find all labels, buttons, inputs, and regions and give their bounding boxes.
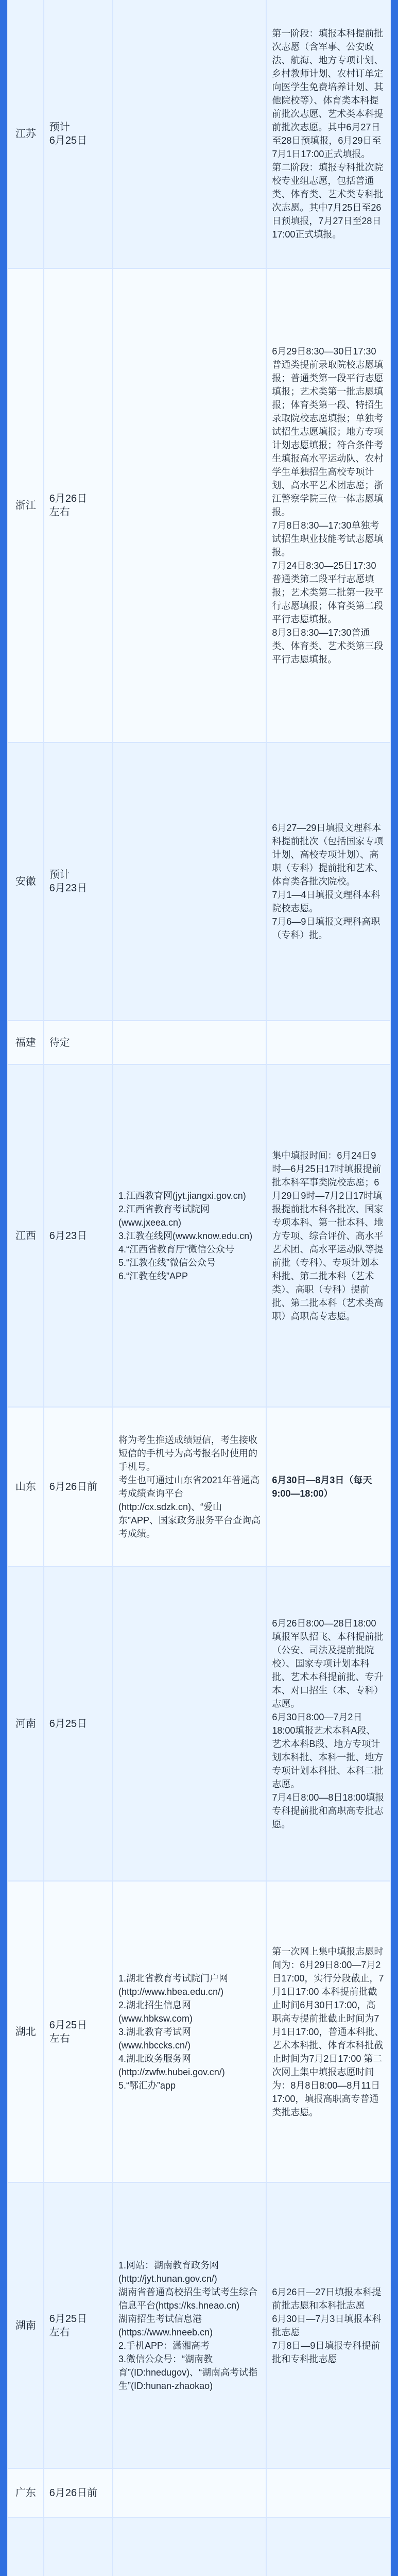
province-cell: 山东 (8, 1408, 44, 1566)
score-release-cell: 预计 6月23日 (44, 743, 113, 1020)
query-channel-cell (113, 743, 267, 1020)
score-release-cell: 6月25日 左右 (44, 2183, 113, 2468)
province-cell: 江苏 (8, 0, 44, 268)
query-channel-cell: 1.江西教育网(jyt.jiangxi.gov.cn) 2.江西省教育考试院网(www.jxeea.cn) 3.江教在线网(www.know.edu.cn) 4.“江西省教育厅”微信公众号 5.“江教在线”微信公众号 6.“江教在线”APP (113, 1065, 267, 1406)
application-window-cell: 6月26日8:00—28日18:00填报军队招飞、本科提前批（公安、司法及提前批院校）、国家专项计划本科批、艺术本科提前批、专升本、对口招生（本、专科）志愿。 6月30日8:00—7月2日18:00填报艺术本科A段、艺术本科B段、地方专项计划本科批、本科一批、地方专项计划本科批、本科二批志愿。 7月4日8:00—8日18:00填报专科提前批和高职高专批志愿。 (272, 1618, 385, 1829)
table-row (8, 1406, 390, 1566)
query-channel-cell (113, 1567, 267, 1880)
province-cell: 广东 (8, 2469, 44, 2517)
score-release-cell: 6月26日前 (44, 2469, 113, 2517)
table-row (8, 742, 390, 1020)
application-window-cell (267, 1021, 390, 1064)
query-channel-cell (113, 2469, 267, 2517)
province-cell (8, 2518, 44, 2576)
score-release-cell: 预计 6月25日 (44, 0, 113, 268)
application-window-cell: 集中填报时间：6月24日9时—6月25日17时填报提前批本科军事类院校志愿；6月29日9时—7月2日17时填报提前批本科各批次、国家专项本科、第一批本科、地方专项、综合评价、高水平艺术团、高水平运动队等提前批（专科）、专项计划本科批、第二批本科（艺术类）、高职（专科）提前批、第二批本科（艺术类高职）高职高专志愿。 (272, 1150, 384, 1321)
province-cell: 河南 (8, 1567, 44, 1880)
province-cell: 湖南 (8, 2183, 44, 2468)
query-channel-cell: 1.网站：湖南教育政务网(http://jyt.hunan.gov.cn/) 湖南省普通高校招生考试考生综合信息平台(https://ks.hneao.cn) 湖南招生考试信息港(https://www.hneeb.cn) 2.手机APP：潇湘高考 3.微信公众号：“湖南教育”(ID:hnedugov)、“湖南高考试指生”(ID:hunan-zhaokao) (113, 2183, 267, 2468)
score-release-cell: 6月26日 左右 (44, 269, 113, 742)
score-release-cell: 6月23日 (44, 1065, 113, 1406)
province-cell: 湖北 (8, 1882, 44, 2182)
table-row (8, 2182, 390, 2468)
table-row (8, 1020, 390, 1064)
table-row (8, 0, 390, 268)
application-window-cell (267, 2518, 390, 2576)
application-window-cell (267, 2469, 390, 2517)
query-channel-cell (113, 1021, 267, 1064)
province-cell: 福建 (8, 1021, 44, 1064)
application-window-cell: 第一阶段：填报本科提前批次志愿（含军事、公安政法、航海、地方专项计划、乡村教师计划、农村订单定向医学生免费培养计划、其他院校等）、体育类本科提前批次志愿、艺术类本科提前批次志愿。其中6月27日至28日预填报，6月29日至7月1日17:00正式填报。 第二阶段：填报专科批次院校专业组志愿，包括普通类、体育类、艺术类专科批次志愿。其中7月25日至26日预填报，7月27日至28日17:00正式填报。 (272, 28, 384, 240)
table-row (8, 2517, 390, 2576)
score-release-cell (44, 2518, 113, 2576)
application-window-cell: 6月29日8:30—30日17:30普通类提前录取院校志愿填报；普通类第一段平行志愿填报；艺术类第一批志愿填报；体育类第一段、特招生录取院校志愿填报；单独考试招生志愿填报；地方专项计划志愿填报；符合条件考生填报高水平运动队、农村学生单独招生高校专项计划、高水平艺术团志愿；浙江警察学院三位一体志愿填报。 7月8日8:30—17:30单独考试招生职业技能考试志愿填报。 7月24日8:30—25日17:30普通类第二段平行志愿填报；艺术类第二批第一段平行志愿填报；体育类第二段平行志愿填报。 8月3日8:30—17:30普通类、体育类、艺术类第三段平行志愿填报。 (272, 346, 384, 665)
score-release-cell: 待定 (44, 1021, 113, 1064)
table-row (8, 2468, 390, 2517)
province-cell: 浙江 (8, 269, 44, 742)
table-row (8, 1064, 390, 1406)
query-channel-cell: 1.湖北省教育考试院门户网(http://www.hbea.edu.cn/) 2.湖北招生信息网(www.hbksw.com) 3.湖北教育考试网(www.hbccks.cn/) 4.湖北政务服务网(http://zwfw.hubei.gov.cn/) 5.“鄂汇办”app (113, 1882, 267, 2182)
province-cell: 江西 (8, 1065, 44, 1406)
table-row (8, 268, 390, 742)
query-channel-cell (113, 2518, 267, 2576)
query-channel-cell (113, 269, 267, 742)
application-window-cell: 6月27—29日填报文理科本科提前批次（包括国家专项计划、高校专项计划）、高职（专科）提前批和艺术、体育类各批次院校。 7月1—4日填报文理科本科院校志愿。 7月6—9日填报文理科高职（专科）批。 (272, 823, 384, 940)
application-window-cell: 6月26日—27日填报本科提前批志愿和本科批志愿 6月30日—7月3日填报本科批志愿 7月8日—9日填报专科提前批和专科批志愿 (272, 2286, 382, 2364)
province-cell: 安徽 (8, 743, 44, 1020)
score-release-cell: 6月25日 (44, 1567, 113, 1880)
application-window-cell: 6月30日—8月3日（每天9:00—18:00） (272, 1475, 372, 1499)
score-release-cell: 6月25日 左右 (44, 1882, 113, 2182)
query-channel-cell (113, 0, 267, 268)
application-window-cell: 第一次网上集中填报志愿时间为：6月29日8:00—7月2日17:00，实行分段截止，7月1日17:00 本科提前批截止时间6月30日17:00，高职高专提前批截止时间为7月1日17:00，普通本科批、艺术本科批、体育本科批截止时间为7月2日17:00 第二次网上集中填报志愿时间为：8月8日8:00—8月11日17:00，填报高职高专普通类批志愿。 (272, 1946, 384, 2117)
schedule-table (7, 0, 391, 2576)
table-row (8, 1566, 390, 1880)
score-release-cell: 6月26日前 (44, 1408, 113, 1566)
table-row (8, 1880, 390, 2182)
query-channel-cell: 将为考生推送成绩短信，考生接收短信的手机号为高考报名时使用的手机号。 考生也可通过山东省2021年普通高考成绩查询平台(http://cx.sdzk.cn)、“爱山东”APP、国家政务服务平台查询高考成绩。 (113, 1408, 267, 1566)
